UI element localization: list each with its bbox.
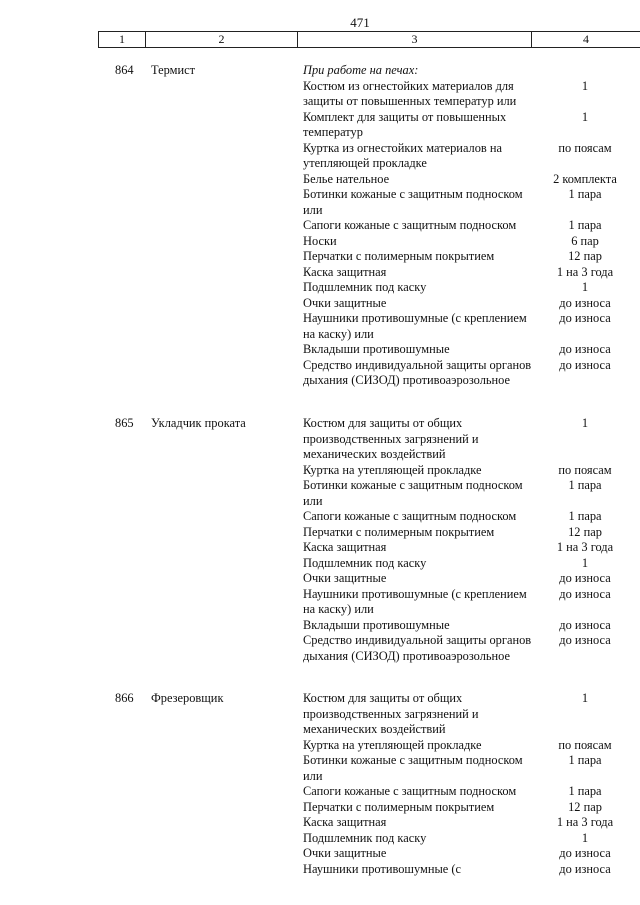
entry-number: 866 <box>115 691 134 705</box>
entry-profession: Укладчик проката <box>151 416 246 430</box>
item-qty: до износа <box>559 633 611 647</box>
column-header-3: 3 <box>297 32 531 47</box>
item-qty: до износа <box>559 617 611 632</box>
table-row <box>303 540 633 556</box>
item-qty: 1 <box>581 109 589 124</box>
section-note: При работе на печах: <box>303 63 419 77</box>
item-name: Сапоги кожаные с защитным подноском <box>303 509 517 523</box>
item-qty: 1 <box>581 691 589 705</box>
item-name: Каска защитная <box>303 815 387 829</box>
table-row <box>303 416 633 463</box>
table-row <box>303 618 633 634</box>
item-qty: 1 на 3 года <box>556 540 614 554</box>
table-row <box>303 172 633 188</box>
item-name: Каска защитная <box>303 264 387 279</box>
table-row <box>303 218 633 234</box>
item-qty: 1 на 3 года <box>556 264 614 279</box>
item-qty: 1 пара <box>568 218 602 232</box>
item-qty: до износа <box>559 311 611 325</box>
item-qty: 2 комплекта <box>553 171 617 186</box>
entry-profession: Фрезеровщик <box>151 691 224 705</box>
item-name: Костюм из огнестойких материалов для защиты от повышенных температур или <box>303 78 517 108</box>
table-row <box>303 463 633 479</box>
item-qty: 1 <box>581 416 589 430</box>
column-header-1: 1 <box>98 32 145 47</box>
column-header-4: 4 <box>531 32 640 47</box>
item-qty: 6 пар <box>571 233 599 248</box>
table-header-row <box>98 31 640 48</box>
table-row <box>303 234 633 250</box>
entry-number: 865 <box>115 416 134 430</box>
item-qty: 1 <box>581 78 589 93</box>
table-row <box>303 265 633 281</box>
table-row <box>303 249 633 265</box>
item-name: Куртка из огнестойких материалов на утепляющей прокладке <box>303 140 503 170</box>
item-name: Подшлемник под каску <box>303 280 427 294</box>
table-row <box>303 571 633 587</box>
table-row <box>303 587 633 618</box>
item-name: Перчатки с полимерным покрытием <box>303 249 495 263</box>
table-row <box>303 187 633 218</box>
item-qty: 1 <box>581 830 589 845</box>
table-row <box>303 753 633 784</box>
column-header-2: 2 <box>145 32 297 47</box>
item-name: Вкладыши противошумные <box>303 617 450 632</box>
item-name: Перчатки с полимерным покрытием <box>303 524 495 539</box>
item-qty: 1 пара <box>568 784 602 798</box>
table-row <box>303 633 633 664</box>
table-row <box>303 862 633 878</box>
entry-items <box>303 691 633 877</box>
table-row <box>303 691 633 738</box>
item-name: Наушники противошумные (с креплением на каску) или <box>303 311 527 341</box>
table-row <box>303 846 633 862</box>
item-name: Носки <box>303 233 337 248</box>
item-qty: до износа <box>559 846 611 860</box>
table-row <box>303 556 633 572</box>
item-name: Вкладыши противошумные <box>303 342 450 356</box>
item-qty: до износа <box>559 295 611 310</box>
table-row <box>303 110 633 141</box>
item-name: Средство индивидуальной защиты органов дыхания (СИЗОД) противоаэрозольное <box>303 633 532 663</box>
item-qty: до износа <box>559 861 611 876</box>
item-qty: 12 пар <box>568 524 602 539</box>
table-row <box>303 358 633 389</box>
table-row <box>303 815 633 831</box>
item-qty: 12 пар <box>568 799 602 814</box>
item-qty: по поясам <box>558 737 612 752</box>
item-name: Очки защитные <box>303 295 387 310</box>
item-qty: по поясам <box>558 140 612 155</box>
entry-number: 864 <box>115 63 134 77</box>
item-qty: 12 пар <box>568 249 602 263</box>
item-name: Подшлемник под каску <box>303 555 427 570</box>
table-row <box>303 478 633 509</box>
item-qty: 1 пара <box>568 478 602 492</box>
item-name: Комплект для защиты от повышенных температур <box>303 109 507 139</box>
entry-profession: Термист <box>151 63 195 77</box>
table-row <box>303 525 633 541</box>
item-qty: 1 на 3 года <box>556 815 614 829</box>
item-name: Ботинки кожаные с защитным подноском или <box>303 187 523 217</box>
table-row <box>303 141 633 172</box>
item-qty: 1 <box>581 280 589 294</box>
item-name: Средство индивидуальной защиты органов дыхания (СИЗОД) противоаэрозольное <box>303 357 532 387</box>
item-name: Каска защитная <box>303 540 387 554</box>
table-row <box>303 342 633 358</box>
item-name: Ботинки кожаные с защитным подноском или <box>303 753 523 783</box>
item-name: Сапоги кожаные с защитным подноском <box>303 218 517 232</box>
item-qty: по поясам <box>558 462 612 477</box>
page-number: 471 <box>350 15 370 30</box>
table-row <box>303 311 633 342</box>
table-row <box>303 738 633 754</box>
table-row <box>303 784 633 800</box>
item-qty: 1 пара <box>568 509 602 523</box>
item-name: Перчатки с полимерным покрытием <box>303 799 495 814</box>
item-name: Наушники противошумные (с <box>303 861 462 876</box>
table-row <box>303 509 633 525</box>
item-name: Куртка на утепляющей прокладке <box>303 737 482 752</box>
entry-items <box>303 63 633 389</box>
item-name: Костюм для защиты от общих производственных загрязнений и механических воздействий <box>303 691 479 736</box>
item-name: Очки защитные <box>303 846 387 860</box>
item-name: Костюм для защиты от общих производственных загрязнений и механических воздействий <box>303 416 479 461</box>
item-qty: до износа <box>559 357 611 372</box>
entry-items <box>303 416 633 664</box>
item-name: Куртка на утепляющей прокладке <box>303 462 482 477</box>
item-qty: 1 <box>581 555 589 570</box>
item-name: Сапоги кожаные с защитным подноском <box>303 784 517 798</box>
item-qty: 1 пара <box>568 187 602 201</box>
item-qty: 1 пара <box>568 753 602 767</box>
table-row <box>303 280 633 296</box>
item-qty: до износа <box>559 571 611 585</box>
table-row <box>303 800 633 816</box>
item-name: Белье нательное <box>303 171 390 186</box>
item-name: Очки защитные <box>303 571 387 585</box>
item-name: Ботинки кожаные с защитным подноском или <box>303 478 523 508</box>
item-qty: до износа <box>559 586 611 601</box>
table-row <box>303 296 633 312</box>
table-row <box>303 831 633 847</box>
item-qty: до износа <box>559 342 611 356</box>
item-name: Наушники противошумные (с креплением на каску) или <box>303 586 527 616</box>
item-name: Подшлемник под каску <box>303 830 427 845</box>
table-row <box>303 79 633 110</box>
